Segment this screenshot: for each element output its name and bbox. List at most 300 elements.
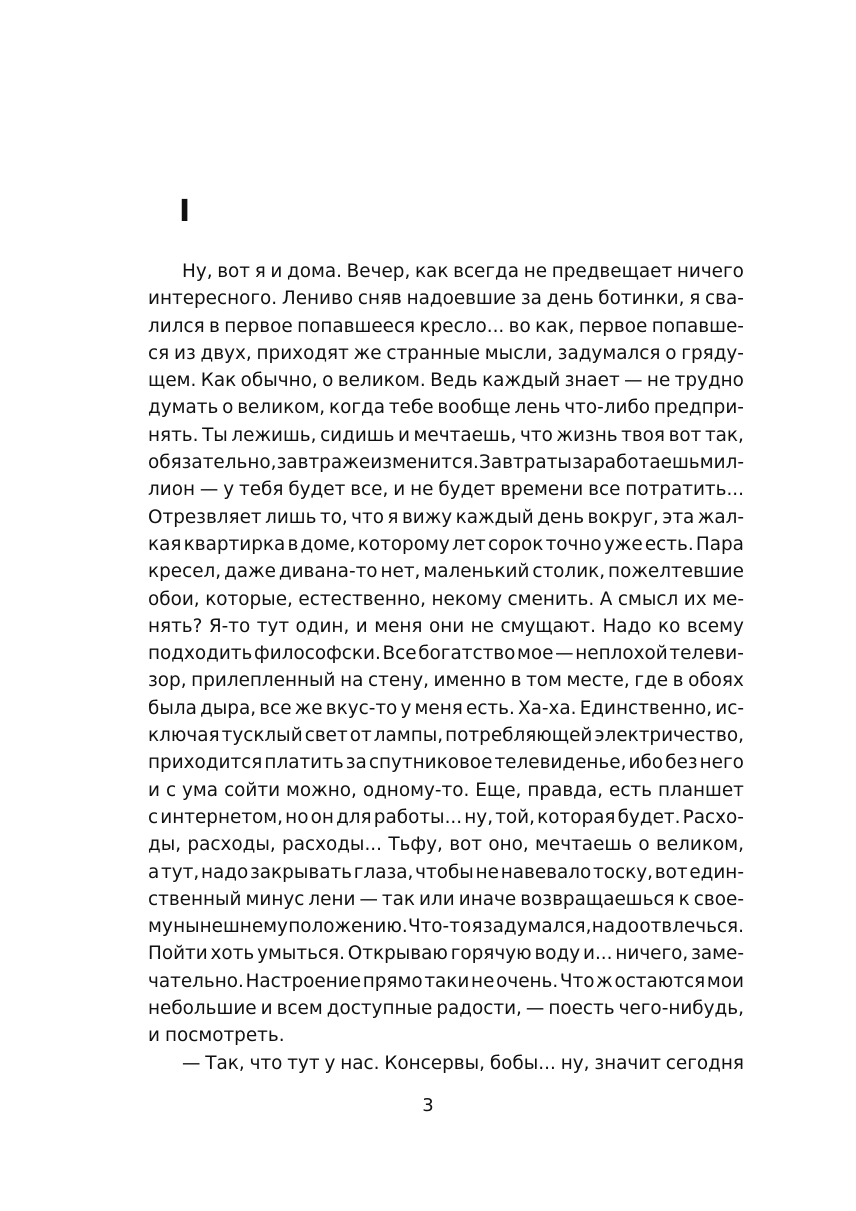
word: Пойти (148, 943, 208, 965)
word: Еще, (475, 779, 522, 801)
word: сорок (487, 533, 544, 555)
word: ко (658, 615, 681, 637)
word: Открываю (347, 943, 448, 965)
word: что (519, 424, 553, 446)
word: иначе (458, 888, 517, 910)
word: Ну, (182, 261, 213, 282)
text-line (148, 449, 744, 476)
text-line (148, 531, 744, 558)
word: обои, (148, 588, 200, 610)
word: и (355, 615, 368, 637)
word: надоевшие (406, 288, 517, 310)
word: очень. (496, 970, 559, 992)
word: твоя (621, 424, 665, 446)
word: у (223, 479, 235, 501)
word: все, (350, 479, 389, 501)
word: ничего (676, 261, 744, 282)
word: лишь (265, 506, 317, 528)
word: телеви- (669, 643, 744, 665)
word: то, (319, 506, 348, 528)
word: щем. (148, 370, 197, 392)
word: нас. (340, 1052, 380, 1074)
word: на (340, 670, 364, 692)
word: надо (591, 916, 640, 938)
word: положению. (288, 916, 408, 938)
word: электричество, (594, 725, 744, 747)
word: естественно, (298, 588, 426, 610)
word: которая (537, 806, 616, 828)
word: и (148, 779, 160, 801)
word: тебя (238, 479, 284, 501)
word: Лениво (281, 288, 354, 310)
word: вообще (437, 397, 511, 419)
word: думать (148, 397, 219, 419)
word: той, (495, 806, 535, 828)
word: которые, (205, 588, 293, 610)
word: доступные (326, 998, 433, 1020)
word: что-либо (564, 397, 651, 419)
word: Консервы, (384, 1052, 485, 1074)
word: без (665, 752, 698, 774)
word: Расхо- (682, 806, 744, 828)
text-line (148, 1022, 744, 1049)
word: когда (329, 397, 386, 419)
word: минус (245, 888, 305, 910)
word: сняв (357, 288, 402, 310)
word: во (508, 315, 531, 337)
word: расходы... (282, 834, 382, 856)
word: Отрезвляет (148, 506, 262, 528)
word: чего-нибудь, (618, 998, 744, 1020)
word: всегда (453, 261, 520, 282)
word: пожелтевшие (608, 561, 744, 583)
word: посмотреть. (164, 1025, 285, 1047)
word: мое (517, 643, 554, 665)
word: стену, (368, 670, 429, 692)
word: он (310, 806, 334, 828)
word: и (270, 261, 283, 282)
text-line (148, 968, 744, 995)
word: с (148, 806, 159, 828)
word: у (324, 1052, 336, 1074)
word: из (174, 342, 196, 364)
word: была (148, 697, 197, 719)
text-line (148, 422, 744, 449)
word: тут (256, 615, 290, 637)
word: — (182, 1052, 201, 1074)
text-line (148, 913, 744, 940)
word: интернетом, (160, 806, 283, 828)
word: столик, (532, 561, 606, 583)
word: Ведь (430, 370, 478, 392)
word: един- (689, 861, 744, 883)
word: зор, (148, 670, 187, 692)
word: мечтаешь (535, 834, 633, 856)
word: за (345, 752, 367, 774)
word: странные (386, 342, 480, 364)
word: жал- (697, 506, 744, 528)
word: жизнь (556, 424, 618, 446)
word: мечтаешь, (413, 424, 517, 446)
word: Как (200, 370, 237, 392)
word: времени (500, 479, 584, 501)
word: А (599, 588, 613, 610)
word: предвещает (551, 261, 673, 282)
word: их (683, 588, 707, 610)
text-line (148, 340, 744, 367)
word: одному-то. (362, 779, 470, 801)
word: Надо (602, 615, 652, 637)
word: я (387, 506, 399, 528)
word: лился (148, 315, 205, 337)
word: для (336, 806, 372, 828)
word: попавше- (651, 315, 744, 337)
word: Я-то (208, 615, 251, 637)
word: нынешнему (173, 916, 288, 938)
word: отвлечься. (639, 916, 744, 938)
word: двух, (200, 342, 252, 364)
word: спутниковое (368, 752, 493, 774)
body-text (148, 258, 744, 1077)
word: вижу (401, 506, 453, 528)
word: о (638, 834, 650, 856)
word: неплохой (575, 643, 668, 665)
word: платить (264, 752, 344, 774)
word: о (322, 370, 334, 392)
word: лет (451, 533, 486, 555)
word: мил- (699, 452, 744, 474)
word: прямо (362, 970, 423, 992)
word: ж (596, 970, 613, 992)
word: обычно, (240, 370, 318, 392)
word: планшет (657, 779, 744, 801)
word: же (294, 697, 323, 719)
word: обязательно, (148, 452, 277, 474)
text-line (148, 722, 744, 749)
word: а (148, 861, 160, 883)
word: лени (308, 888, 356, 910)
word: за (520, 288, 542, 310)
word: даже (224, 561, 276, 583)
word: возвращаешься (520, 888, 675, 910)
word: уже (603, 533, 643, 555)
word: и (393, 479, 406, 501)
word: таки (424, 970, 470, 992)
word: ты (546, 452, 572, 474)
word: воду (534, 943, 581, 965)
word: все (588, 479, 621, 501)
word: так (381, 888, 416, 910)
word: навевало (500, 861, 592, 883)
word: нет, (380, 561, 421, 583)
word: ды, (148, 834, 182, 856)
word: день (546, 288, 594, 310)
word: Ха-ха. (518, 697, 577, 719)
word: тусклый (221, 725, 303, 747)
word: обоях (688, 670, 744, 692)
word: заме- (691, 943, 744, 965)
text-line (148, 586, 744, 613)
word: смысл (617, 588, 679, 610)
word: мысли, (484, 342, 553, 364)
word: интересного. (148, 288, 278, 310)
word: великом, (655, 834, 744, 856)
word: изменится. (370, 452, 479, 474)
word: тут, (161, 861, 200, 883)
word: — (199, 479, 219, 501)
word: том (526, 670, 562, 692)
word: смущают. (500, 615, 596, 637)
word: что (351, 506, 384, 528)
word: телевиденье, (494, 752, 627, 774)
word: Что-то (407, 916, 472, 938)
word: которому (357, 533, 450, 555)
word: квартирка (183, 533, 286, 555)
word: доме, (300, 533, 356, 555)
word: где (634, 670, 669, 692)
text-line (148, 940, 744, 967)
word: кресел, (148, 561, 222, 583)
word: дивана-то (278, 561, 378, 583)
word: свет (304, 725, 348, 747)
text-line (148, 394, 744, 421)
word: лежишь, (231, 424, 317, 446)
word: ботинки, (598, 288, 685, 310)
word: хоть (210, 943, 255, 965)
word: точно (545, 533, 602, 555)
word: в (287, 533, 299, 555)
word: как (414, 261, 449, 282)
page-number: 3 (422, 1095, 434, 1116)
word: маленький (423, 561, 530, 583)
word: му (148, 916, 173, 938)
word: дыра, (200, 697, 257, 719)
word: будет (438, 479, 496, 501)
text-line (148, 476, 744, 503)
text-line (148, 640, 744, 667)
word: него (699, 752, 744, 774)
text-line (148, 859, 744, 886)
word: радости, (436, 998, 522, 1020)
word: великом, (237, 397, 326, 419)
word: остаются (614, 970, 706, 992)
text-line (148, 667, 744, 694)
word: работы... (373, 806, 463, 828)
word: сва- (705, 288, 744, 310)
word: к (678, 888, 690, 910)
word: сменить. (507, 588, 595, 610)
word: в (510, 670, 522, 692)
word: Все (382, 643, 417, 665)
word: именно (433, 670, 506, 692)
word: Так, (205, 1052, 245, 1074)
word: вот (449, 834, 482, 856)
word: тоску, (593, 861, 653, 883)
word: или (419, 888, 455, 910)
word: задумался (557, 342, 661, 364)
word: будет (288, 479, 346, 501)
word: оно, (488, 834, 529, 856)
word: чтобы (415, 861, 474, 883)
text-line (148, 258, 744, 285)
word: мои (706, 970, 744, 992)
text-line (148, 1050, 744, 1077)
word: так, (704, 424, 744, 446)
word: прилепленный (191, 670, 336, 692)
word: лампы, (373, 725, 444, 747)
word: каждый (455, 506, 534, 528)
word: есть (609, 779, 652, 801)
word: от (349, 725, 372, 747)
word: бобы... (489, 1052, 556, 1074)
word: не (410, 479, 434, 501)
word: день (537, 506, 585, 528)
word: надо (200, 861, 249, 883)
word: ме- (712, 588, 744, 610)
word: ну, (560, 1052, 590, 1074)
word: и (260, 998, 273, 1020)
word: философски. (254, 643, 381, 665)
word: правда, (527, 779, 604, 801)
word: сидишь (320, 424, 395, 446)
word: о (222, 397, 234, 419)
word: ничего, (615, 943, 689, 965)
word: о (665, 342, 677, 364)
text-line (148, 504, 744, 531)
word: Единственно, (579, 697, 713, 719)
word: сегодня (665, 1052, 744, 1074)
word: они (428, 615, 465, 637)
word: умыться. (257, 943, 345, 965)
word: как, (535, 315, 575, 337)
text-line (148, 285, 744, 312)
word: чательно. (148, 970, 244, 992)
word: приходят (256, 342, 349, 364)
word: ибо (628, 752, 664, 774)
word: дома. (287, 261, 342, 282)
word: трудно (674, 370, 744, 392)
word: я (254, 261, 266, 282)
word: же (342, 452, 371, 474)
word: нять. (148, 424, 199, 446)
word: всем (276, 998, 323, 1020)
word: и... (583, 943, 613, 965)
word: Тьфу, (388, 834, 443, 856)
word: заработаешь (572, 452, 700, 474)
word: эта (662, 506, 695, 528)
word: — (525, 998, 545, 1020)
word: задумался, (482, 916, 592, 938)
word: некому (431, 588, 502, 610)
word: не (470, 615, 494, 637)
word: богатство (418, 643, 516, 665)
word: и (398, 424, 410, 446)
word: лень (514, 397, 561, 419)
word: будет. (617, 806, 681, 828)
word: есть. (644, 533, 694, 555)
word: я (471, 916, 483, 938)
word: лион (148, 479, 195, 501)
word: Пара (695, 533, 744, 555)
word: но (285, 806, 309, 828)
word: в (209, 315, 220, 337)
word: кресло... (419, 315, 505, 337)
word: расходы, (187, 834, 276, 856)
word: поесть (548, 998, 615, 1020)
text-line (148, 613, 744, 640)
word: потребляющей (445, 725, 593, 747)
word: горячую (450, 943, 532, 965)
word: вот (654, 861, 688, 883)
word: же (353, 342, 382, 364)
word: великом. (337, 370, 426, 392)
word: первое (578, 315, 648, 337)
text-line (148, 804, 744, 831)
word: тут (287, 1052, 320, 1074)
word: не (471, 970, 495, 992)
word: Что (559, 970, 595, 992)
word: ис- (715, 697, 744, 719)
text-line (148, 558, 744, 585)
word: и (148, 1025, 160, 1047)
word: меня (374, 615, 423, 637)
word: меня (414, 697, 463, 719)
word: месте, (566, 670, 630, 692)
word: ся (148, 342, 170, 364)
word: все (259, 697, 292, 719)
word: ну, (464, 806, 494, 828)
word: — (359, 888, 378, 910)
word: нять? (148, 615, 203, 637)
word: что (249, 1052, 283, 1074)
word: вокруг, (587, 506, 659, 528)
word: потратить... (625, 479, 744, 501)
text-line (148, 995, 744, 1022)
text-line (148, 831, 744, 858)
word: попавшееся (297, 315, 416, 337)
text-line (148, 777, 744, 804)
word: глаза, (353, 861, 414, 883)
word: вот (217, 261, 251, 282)
word: сойти (224, 779, 281, 801)
word: всему (686, 615, 744, 637)
word: знает (564, 370, 620, 392)
word: приходится (148, 752, 263, 774)
text-line (148, 367, 744, 394)
word: Ты (202, 424, 228, 446)
word: каждый (482, 370, 561, 392)
word: не (646, 370, 671, 392)
word: гряду- (681, 342, 744, 364)
chapter-number: I (179, 194, 191, 229)
word: свое- (693, 888, 744, 910)
word: ственный (148, 888, 242, 910)
word: не (475, 861, 499, 883)
word: кая (148, 533, 182, 555)
word: небольшие (148, 998, 257, 1020)
word: завтра (276, 452, 343, 474)
word: — (624, 370, 643, 392)
word: один, (295, 615, 350, 637)
word: тебе (388, 397, 434, 419)
text-line (148, 313, 744, 340)
word: закрывать (250, 861, 353, 883)
word: подходить (148, 643, 253, 665)
text-line (148, 749, 744, 776)
word: Вечер, (346, 261, 411, 282)
word: ума (182, 779, 219, 801)
word: вкус-то (325, 697, 398, 719)
